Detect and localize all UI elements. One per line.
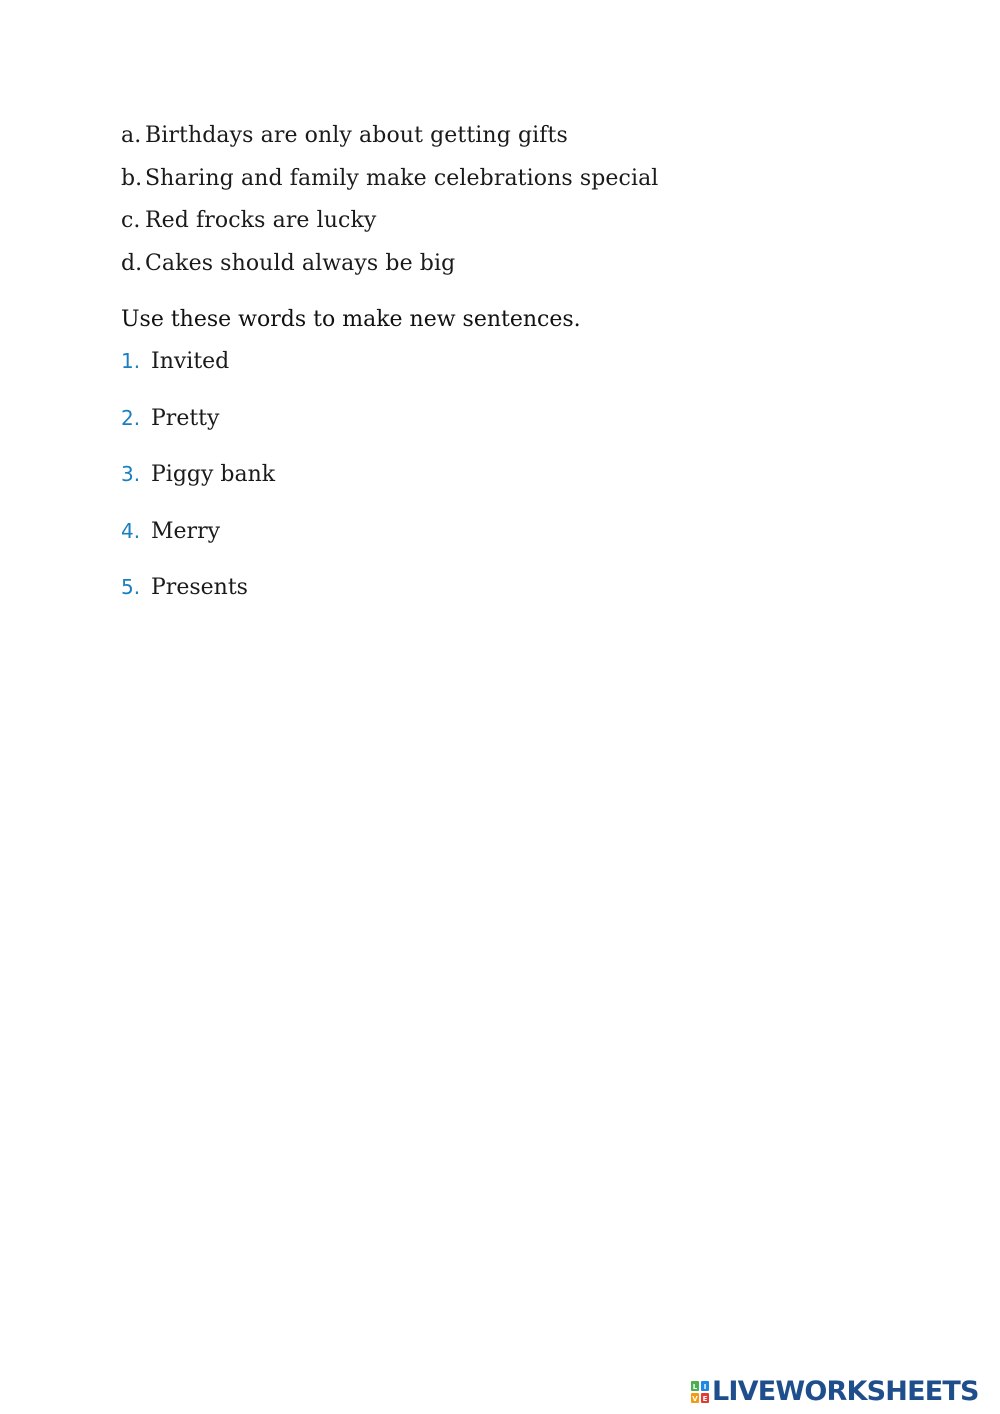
word-list <box>121 343 275 626</box>
instruction-heading: Use these words to make new sentences. <box>121 307 581 332</box>
word-item-4 <box>121 513 275 570</box>
logo-letter: I <box>703 1383 707 1391</box>
word-text: Piggy bank <box>151 462 276 487</box>
liveworksheets-brand <box>691 1376 979 1408</box>
option-letter: c. <box>121 208 141 233</box>
option-text: Cakes should always be big <box>145 250 456 276</box>
word-number: 5. <box>121 575 141 599</box>
option-text: Birthdays are only about getting gifts <box>145 123 568 148</box>
word-text: Merry <box>151 518 221 544</box>
option-text: Red frocks are lucky <box>145 208 377 233</box>
logo-letter: V <box>692 1395 698 1403</box>
answer-options <box>121 118 658 288</box>
word-item-5 <box>121 569 275 626</box>
option-c <box>121 203 658 246</box>
option-letter: a. <box>121 123 142 148</box>
logo-letter: L <box>692 1383 698 1391</box>
liveworksheets-logo-icon <box>691 1381 709 1403</box>
option-d <box>121 246 658 289</box>
word-item-2 <box>121 400 275 457</box>
option-letter: d. <box>121 250 143 276</box>
option-letter: b. <box>121 165 143 191</box>
word-text: Invited <box>151 349 230 374</box>
logo-letter: E <box>702 1395 708 1403</box>
option-text: Sharing and family make celebrations special <box>145 165 659 191</box>
brand-wordmark: LIVEWORKSHEETS <box>712 1376 979 1407</box>
word-text: Presents <box>151 575 248 600</box>
word-number: 1. <box>121 349 141 373</box>
word-number: 3. <box>121 462 141 486</box>
word-text: Pretty <box>151 405 220 431</box>
option-a <box>121 118 658 161</box>
word-number: 4. <box>121 518 141 543</box>
word-item-1 <box>121 343 275 400</box>
word-number: 2. <box>121 405 141 430</box>
word-item-3 <box>121 456 275 513</box>
option-b <box>121 161 658 204</box>
